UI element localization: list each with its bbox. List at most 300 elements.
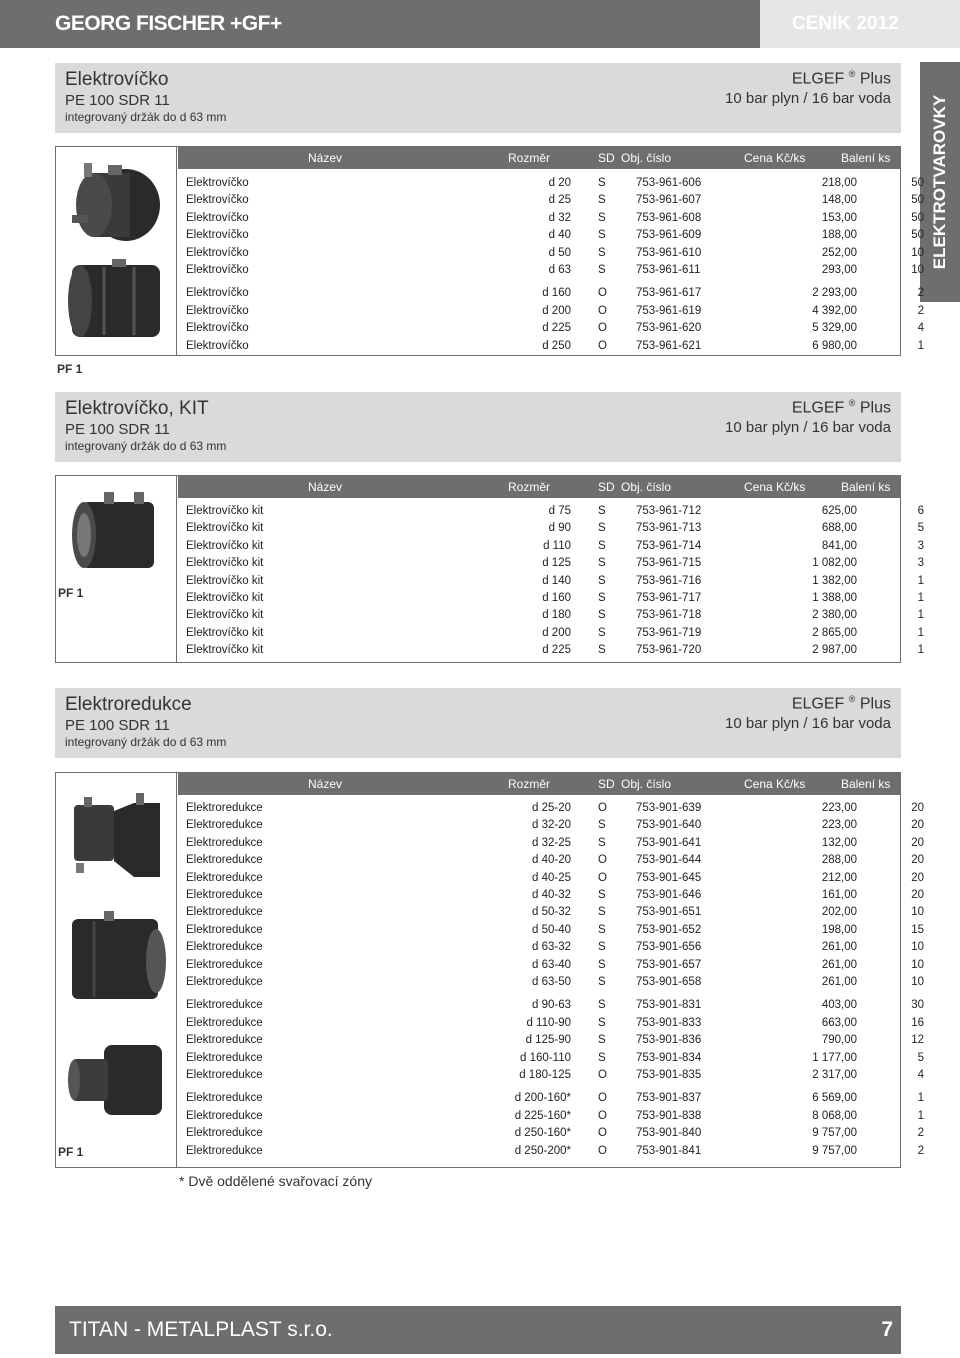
cell-price: 153,00	[821, 211, 857, 224]
col-sd: SD	[598, 480, 615, 494]
cell-name: Elektroredukce	[186, 1034, 263, 1047]
cell-name: Elektrovíčko	[186, 304, 249, 317]
cell-qty: 10	[911, 941, 924, 954]
cell-name: Elektrovíčko kit	[186, 505, 264, 517]
cell-name: Elektrovíčko kit	[186, 522, 264, 535]
cell-code: 753-961-718	[636, 609, 702, 622]
cell-code: 753-961-620	[636, 322, 702, 335]
cell-price: 688,00	[821, 522, 857, 535]
top-bar	[0, 0, 960, 48]
cell-sd: S	[598, 557, 606, 570]
cell-size: d 63-32	[531, 941, 571, 954]
section-spec: PE 100 SDR 11	[65, 421, 170, 438]
cell-qty: 1	[917, 626, 924, 639]
cell-code: 753-901-841	[636, 1144, 702, 1157]
section-header-elektrovicko-kit	[55, 392, 901, 462]
col-code: Obj. číslo	[621, 777, 672, 791]
cell-sd: O	[598, 1092, 607, 1105]
table-row	[178, 958, 924, 975]
cell-price: 293,00	[821, 264, 857, 276]
table-row	[178, 905, 924, 922]
pressure-rating: 10 bar plyn / 16 bar voda	[725, 419, 891, 436]
table-row	[178, 975, 924, 992]
cell-code: 753-961-621	[636, 339, 702, 352]
table-row	[178, 321, 924, 338]
table-row	[178, 608, 924, 625]
reducer-large-image	[64, 1029, 168, 1129]
cell-price: 2 293,00	[812, 287, 857, 300]
cell-sd: S	[598, 211, 606, 224]
cell-size: d 90-63	[531, 999, 571, 1012]
cell-sd: S	[598, 194, 606, 207]
cell-code: 753-901-652	[636, 923, 702, 936]
cell-sd: S	[598, 505, 606, 517]
cell-qty: 5	[917, 1051, 924, 1064]
cell-code: 753-901-641	[636, 836, 702, 849]
cell-price: 198,00	[821, 923, 857, 936]
cell-qty: 1	[917, 609, 924, 622]
pressure-rating: 10 bar plyn / 16 bar voda	[725, 715, 891, 732]
cell-name: Elektrovíčko	[186, 177, 249, 189]
cell-qty: 12	[911, 1034, 924, 1047]
cell-name: Elektroredukce	[186, 1016, 263, 1029]
cell-qty: 10	[911, 264, 924, 276]
cell-qty: 20	[911, 836, 924, 849]
cell-size: d 40-25	[531, 871, 571, 884]
cell-price: 1 382,00	[812, 574, 857, 587]
table-row	[178, 193, 924, 210]
table-row	[178, 871, 924, 888]
cell-code: 753-961-713	[636, 522, 702, 535]
cell-size: d 90	[548, 522, 571, 535]
cell-qty: 50	[911, 177, 924, 189]
cell-code: 753-901-645	[636, 871, 702, 884]
cell-size: d 160	[542, 592, 571, 604]
cell-sd: S	[598, 539, 606, 552]
cell-qty: 1	[917, 574, 924, 587]
col-qty: Balení ks	[841, 777, 891, 791]
table-row	[178, 1033, 924, 1050]
cell-name: Elektrovíčko	[186, 194, 249, 207]
cell-name: Elektroredukce	[186, 1144, 263, 1157]
cell-size: d 250	[542, 339, 571, 352]
product-images	[56, 773, 177, 1167]
table-row	[178, 998, 924, 1015]
table-row	[178, 1068, 924, 1085]
cell-code: 753-961-606	[636, 177, 702, 189]
table-row	[178, 1091, 924, 1108]
cell-price: 161,00	[821, 889, 857, 901]
cell-price: 9 757,00	[812, 1144, 857, 1157]
cell-price: 223,00	[821, 802, 857, 814]
table-row	[178, 539, 924, 556]
cell-sd: S	[598, 923, 606, 936]
category-tab	[920, 62, 960, 302]
cell-price: 9 757,00	[812, 1127, 857, 1140]
cell-qty: 1	[917, 644, 924, 657]
cell-code: 753-961-717	[636, 592, 702, 604]
cell-code: 753-961-611	[636, 264, 701, 276]
cell-qty: 50	[911, 229, 924, 242]
column-header	[178, 147, 900, 169]
cell-qty: 10	[911, 958, 924, 971]
col-price: Cena Kč/ks	[744, 777, 806, 791]
cell-sd: S	[598, 592, 606, 604]
cell-size: d 225-160*	[514, 1109, 571, 1122]
cell-size: d 160	[542, 287, 571, 300]
cell-sd: O	[598, 1109, 607, 1122]
cell-name: Elektroredukce	[186, 1069, 263, 1081]
section-header-elektrovicko	[55, 63, 901, 133]
cell-name: Elektrovíčko	[186, 322, 249, 335]
cell-sd: S	[598, 246, 606, 259]
cell-price: 148,00	[821, 194, 857, 207]
cell-price: 218,00	[821, 177, 857, 189]
cell-sd: S	[598, 626, 606, 639]
cell-qty: 20	[911, 871, 924, 884]
cell-name: Elektroredukce	[186, 871, 263, 884]
column-header	[178, 476, 900, 498]
end-cap-kit-image	[64, 484, 168, 579]
cell-qty: 3	[917, 539, 924, 552]
cell-size: d 180	[542, 609, 571, 622]
cell-sd: S	[598, 229, 606, 242]
cell-sd: S	[598, 819, 606, 832]
col-code: Obj. číslo	[621, 480, 672, 494]
table-row	[178, 940, 924, 957]
cell-qty: 50	[911, 194, 924, 207]
section-holder: integrovaný držák do d 63 mm	[65, 110, 227, 124]
cell-name: Elektrovíčko	[186, 264, 249, 276]
cell-size: d 32-25	[531, 836, 571, 849]
table-row	[178, 339, 924, 356]
cell-qty: 20	[911, 854, 924, 867]
cell-price: 261,00	[821, 941, 857, 954]
cell-name: Elektroredukce	[186, 906, 263, 919]
cell-code: 753-961-716	[636, 574, 702, 587]
col-sd: SD	[598, 777, 615, 791]
footer-bar	[55, 1306, 901, 1354]
cell-name: Elektroredukce	[186, 1092, 263, 1105]
col-price: Cena Kč/ks	[744, 151, 806, 165]
cell-code: 753-901-644	[636, 854, 702, 867]
pf-label: PF 1	[57, 362, 83, 376]
cell-name: Elektrovíčko	[186, 339, 249, 352]
cell-size: d 50	[548, 246, 571, 259]
cell-size: d 63-40	[531, 958, 571, 971]
cell-qty: 1	[917, 1109, 924, 1122]
cell-sd: S	[598, 941, 606, 954]
cell-name: Elektroredukce	[186, 958, 263, 971]
cell-sd: O	[598, 339, 607, 352]
cell-size: d 32-20	[531, 819, 571, 832]
cell-sd: S	[598, 264, 606, 276]
cell-qty: 4	[917, 1069, 924, 1081]
cell-price: 6 569,00	[812, 1092, 857, 1105]
cell-qty: 15	[911, 923, 924, 936]
cell-sd: O	[598, 304, 607, 317]
cell-code: 753-961-608	[636, 211, 702, 224]
cell-name: Elektroredukce	[186, 854, 263, 867]
cell-sd: S	[598, 1051, 606, 1064]
table-row	[178, 228, 924, 245]
cell-size: d 125-90	[525, 1034, 571, 1047]
cell-name: Elektrovíčko	[186, 287, 249, 300]
table-row	[178, 853, 924, 870]
cell-price: 2 317,00	[812, 1069, 857, 1081]
cell-name: Elektroredukce	[186, 889, 263, 901]
cell-sd: S	[598, 1016, 606, 1029]
cell-code: 753-901-639	[636, 802, 702, 814]
elgef-label: ELGEF ® Plus	[791, 69, 891, 88]
cell-name: Elektroredukce	[186, 819, 263, 832]
product-images	[56, 147, 177, 355]
cell-name: Elektroredukce	[186, 941, 263, 954]
cell-name: Elektrovíčko	[186, 246, 249, 259]
cell-name: Elektroredukce	[186, 923, 263, 936]
reducer-medium-image	[64, 905, 168, 1015]
section-title: Elektroredukce	[65, 694, 192, 715]
cell-code: 753-961-619	[636, 304, 702, 317]
elgef-label: ELGEF ® Plus	[791, 694, 891, 713]
elgef-label: ELGEF ® Plus	[791, 398, 891, 417]
cell-code: 753-901-646	[636, 889, 702, 901]
table-row	[178, 246, 924, 263]
table-row	[178, 643, 924, 660]
cell-size: d 40-32	[531, 889, 571, 901]
cell-size: d 50-32	[531, 906, 571, 919]
cell-code: 753-961-719	[636, 626, 702, 639]
pf-label: PF 1	[58, 1145, 84, 1159]
cell-name: Elektrovíčko	[186, 229, 249, 242]
table-row	[178, 211, 924, 228]
table-row	[178, 1109, 924, 1126]
cell-sd: O	[598, 322, 607, 335]
cell-sd: O	[598, 802, 607, 814]
cell-size: d 200	[542, 304, 571, 317]
cell-size: d 25-20	[531, 802, 571, 814]
cell-price: 663,00	[821, 1016, 857, 1029]
col-size: Rozměr	[508, 151, 551, 165]
product-table-elektrovicko	[55, 146, 924, 356]
cell-qty: 20	[911, 819, 924, 832]
cell-qty: 10	[911, 246, 924, 259]
section-spec: PE 100 SDR 11	[65, 717, 170, 734]
col-code: Obj. číslo	[621, 151, 672, 165]
cell-sd: S	[598, 958, 606, 971]
col-name: Název	[308, 151, 343, 165]
cell-name: Elektrovíčko	[186, 211, 249, 224]
cell-price: 625,00	[821, 505, 857, 517]
cell-sd: S	[598, 609, 606, 622]
cell-sd: S	[598, 836, 606, 849]
cell-code: 753-961-609	[636, 229, 702, 242]
cell-code: 753-961-617	[636, 287, 702, 300]
cell-qty: 30	[911, 999, 924, 1012]
section-holder: integrovaný držák do d 63 mm	[65, 735, 227, 749]
table-row	[178, 923, 924, 940]
col-name: Název	[308, 777, 343, 791]
table-row	[178, 286, 924, 303]
cell-code: 753-901-656	[636, 941, 702, 954]
cell-size: d 32	[548, 211, 571, 224]
cell-size: d 140	[542, 574, 571, 587]
cell-qty: 2	[917, 1144, 924, 1157]
section-title: Elektrovíčko	[65, 69, 169, 90]
cell-name: Elektrovíčko kit	[186, 539, 264, 552]
cell-sd: O	[598, 854, 607, 867]
table-row	[178, 556, 924, 573]
cell-code: 753-961-610	[636, 246, 702, 259]
cell-price: 1 177,00	[812, 1051, 857, 1064]
cell-size: d 75	[548, 505, 571, 517]
table-row	[178, 176, 924, 193]
product-images	[56, 476, 177, 662]
table-row	[178, 504, 924, 521]
column-header	[178, 773, 900, 795]
cell-price: 5 329,00	[812, 322, 857, 335]
cell-sd: O	[598, 871, 607, 884]
pf-label: PF 1	[58, 586, 84, 600]
table-row	[178, 1016, 924, 1033]
cell-size: d 50-40	[531, 923, 571, 936]
product-table-elektroredukce	[55, 772, 924, 1168]
col-name: Název	[308, 480, 343, 494]
cell-code: 753-901-651	[636, 906, 702, 919]
cell-price: 790,00	[821, 1034, 857, 1047]
table-row	[178, 304, 924, 321]
cell-sd: O	[598, 1144, 607, 1157]
cell-price: 4 392,00	[812, 304, 857, 317]
col-price: Cena Kč/ks	[744, 480, 806, 494]
cell-price: 2 380,00	[812, 609, 857, 622]
cell-code: 753-901-837	[636, 1092, 702, 1105]
cell-name: Elektrovíčko kit	[186, 592, 264, 604]
cell-name: Elektroredukce	[186, 802, 263, 814]
section-spec: PE 100 SDR 11	[65, 92, 170, 109]
cell-price: 2 987,00	[812, 644, 857, 657]
cell-code: 753-961-607	[636, 194, 702, 207]
col-size: Rozměr	[508, 480, 551, 494]
table-row	[178, 1051, 924, 1068]
cell-size: d 63-50	[531, 976, 571, 988]
cell-code: 753-961-712	[636, 505, 702, 517]
cell-size: d 110	[543, 539, 571, 552]
cell-size: d 40-20	[531, 854, 571, 867]
cell-price: 261,00	[821, 958, 857, 971]
cell-size: d 200	[542, 626, 571, 639]
cell-qty: 5	[917, 522, 924, 535]
cell-price: 1 082,00	[812, 557, 857, 570]
cell-code: 753-901-840	[636, 1127, 702, 1140]
cell-name: Elektroredukce	[186, 976, 263, 988]
cell-size: d 20	[548, 177, 571, 189]
cell-name: Elektroredukce	[186, 1051, 263, 1064]
cell-qty: 4	[917, 322, 924, 335]
catalog-title: CENÍK 2012	[792, 13, 899, 34]
cell-code: 753-961-714	[636, 539, 702, 552]
cell-price: 188,00	[821, 229, 857, 242]
cell-code: 753-901-640	[636, 819, 702, 832]
brand-logo: GEORG FISCHER +GF+	[55, 12, 282, 35]
cell-name: Elektrovíčko kit	[186, 609, 264, 622]
cell-code: 753-901-658	[636, 976, 702, 988]
end-cap-small-image	[64, 153, 168, 253]
cell-name: Elektrovíčko kit	[186, 626, 264, 639]
cell-qty: 3	[917, 557, 924, 570]
cell-code: 753-901-657	[636, 958, 702, 971]
cell-size: d 225	[542, 644, 571, 657]
cell-qty: 16	[911, 1016, 924, 1029]
cell-sd: S	[598, 906, 606, 919]
section-title: Elektrovíčko, KIT	[65, 398, 209, 419]
cell-sd: O	[598, 287, 607, 300]
cell-price: 212,00	[821, 871, 857, 884]
cell-price: 261,00	[821, 976, 857, 988]
cell-sd: O	[598, 1127, 607, 1140]
col-size: Rozměr	[508, 777, 551, 791]
cell-price: 1 388,00	[812, 592, 857, 604]
cell-code: 753-961-715	[636, 557, 702, 570]
cell-name: Elektroredukce	[186, 836, 263, 849]
cell-size: d 110-90	[526, 1016, 571, 1029]
cell-size: d 40	[548, 229, 571, 242]
cell-name: Elektrovíčko kit	[186, 644, 264, 657]
table-row	[178, 626, 924, 643]
table-row	[178, 574, 924, 591]
cell-code: 753-901-831	[636, 999, 702, 1012]
cell-qty: 1	[917, 592, 924, 604]
cell-size: d 160-110	[520, 1051, 571, 1064]
cell-price: 2 865,00	[812, 626, 857, 639]
cell-price: 252,00	[821, 246, 857, 259]
cell-price: 403,00	[821, 999, 857, 1012]
page-number: 7	[881, 1318, 893, 1341]
cell-qty: 10	[911, 906, 924, 919]
table-row	[178, 591, 924, 608]
cell-price: 202,00	[821, 906, 857, 919]
cell-size: d 225	[542, 322, 571, 335]
cell-sd: S	[598, 999, 606, 1012]
cell-qty: 20	[911, 802, 924, 814]
cell-qty: 50	[911, 211, 924, 224]
cell-size: d 25	[548, 194, 571, 207]
cell-qty: 10	[911, 976, 924, 988]
section-holder: integrovaný držák do d 63 mm	[65, 439, 227, 453]
table-row	[178, 263, 924, 280]
cell-sd: S	[598, 574, 606, 587]
cell-size: d 250-200*	[514, 1144, 571, 1157]
footnote: * Dvě oddělené svařovací zóny	[179, 1173, 372, 1189]
cell-code: 753-901-834	[636, 1051, 702, 1064]
cell-qty: 6	[917, 505, 924, 517]
cell-qty: 2	[917, 287, 924, 300]
cell-qty: 1	[917, 1092, 924, 1105]
table-row	[178, 521, 924, 538]
table-row	[178, 888, 924, 905]
col-qty: Balení ks	[841, 480, 891, 494]
cell-qty: 2	[917, 1127, 924, 1140]
cell-price: 8 068,00	[812, 1109, 857, 1122]
cell-name: Elektroredukce	[186, 1127, 263, 1140]
cell-name: Elektroredukce	[186, 1109, 263, 1122]
cell-sd: S	[598, 177, 606, 189]
col-qty: Balení ks	[841, 151, 891, 165]
cell-size: d 125	[542, 557, 571, 570]
table-row	[178, 1144, 924, 1161]
cell-code: 753-901-833	[636, 1016, 702, 1029]
col-sd: SD	[598, 151, 615, 165]
